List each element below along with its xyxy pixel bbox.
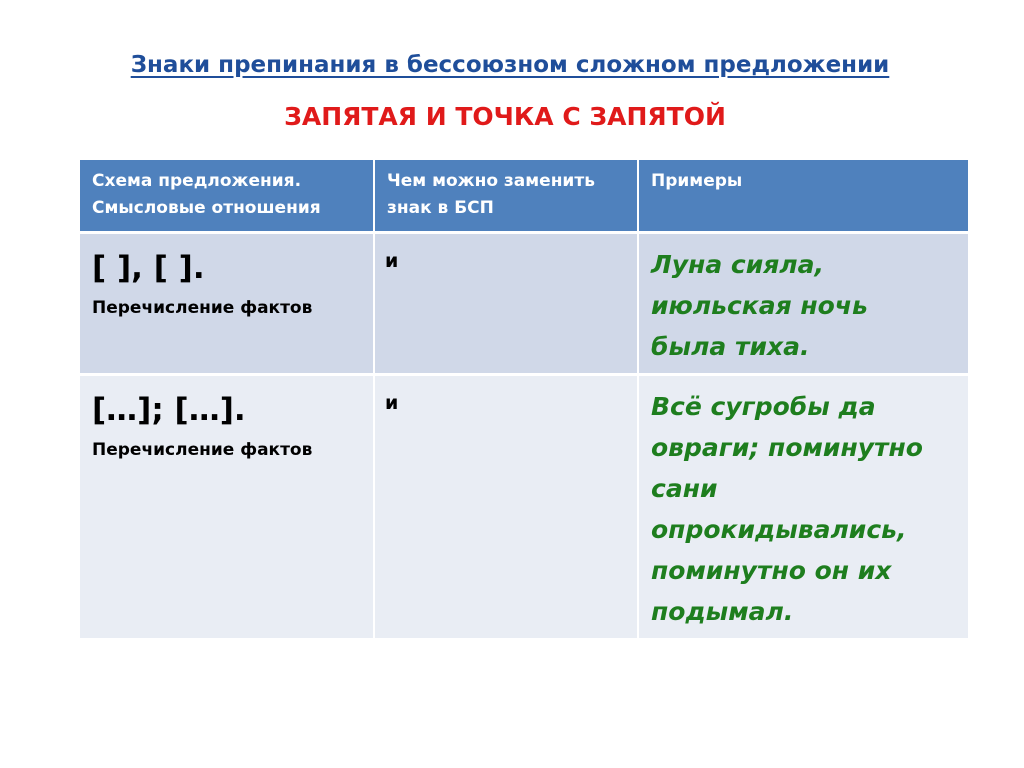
scheme-meaning: Перечисление фактов: [92, 298, 313, 318]
header-scheme-line2: Смысловые отношения: [92, 198, 321, 218]
example-cell: [638, 375, 968, 640]
page-title: Знаки препинания в бессоюзном сложном предложении: [130, 52, 890, 78]
header-examples-label: Примеры: [651, 171, 743, 191]
scheme-formula: [ ], [ ].: [92, 250, 205, 286]
example-line: июльская ночь: [651, 291, 868, 320]
punctuation-table: [80, 160, 968, 641]
example-line: поминутно он их: [651, 556, 892, 585]
replacement-cell: [374, 233, 638, 375]
header-scheme-line1: Схема предложения.: [92, 171, 302, 191]
example-line: Всё сугробы да: [651, 392, 876, 421]
header-replacement-line2: знак в БСП: [387, 198, 494, 218]
page-subtitle: ЗАПЯТАЯ И ТОЧКА С ЗАПЯТОЙ: [284, 102, 726, 131]
scheme-cell: [80, 375, 374, 640]
table-header-row: [80, 160, 968, 233]
example-line: Луна сияла,: [651, 250, 824, 279]
scheme-cell: [80, 233, 374, 375]
header-replacement: [374, 160, 638, 233]
table-row: [80, 375, 968, 640]
replacement-cell: [374, 375, 638, 640]
example-cell: [638, 233, 968, 375]
scheme-meaning: Перечисление фактов: [92, 440, 313, 460]
replacement-text: и: [385, 392, 399, 414]
replacement-text: и: [385, 250, 399, 272]
example-line: сани: [651, 474, 718, 503]
example-line: была тиха.: [651, 332, 810, 361]
header-scheme: [80, 160, 374, 233]
header-replacement-line1: Чем можно заменить: [387, 171, 595, 191]
example-line: опрокидывались,: [651, 515, 907, 544]
example-line: овраги; поминутно: [651, 433, 923, 462]
table-row: [80, 233, 968, 375]
example-line: подымал.: [651, 597, 794, 626]
header-examples: [638, 160, 968, 233]
scheme-formula: […]; […].: [92, 392, 246, 428]
